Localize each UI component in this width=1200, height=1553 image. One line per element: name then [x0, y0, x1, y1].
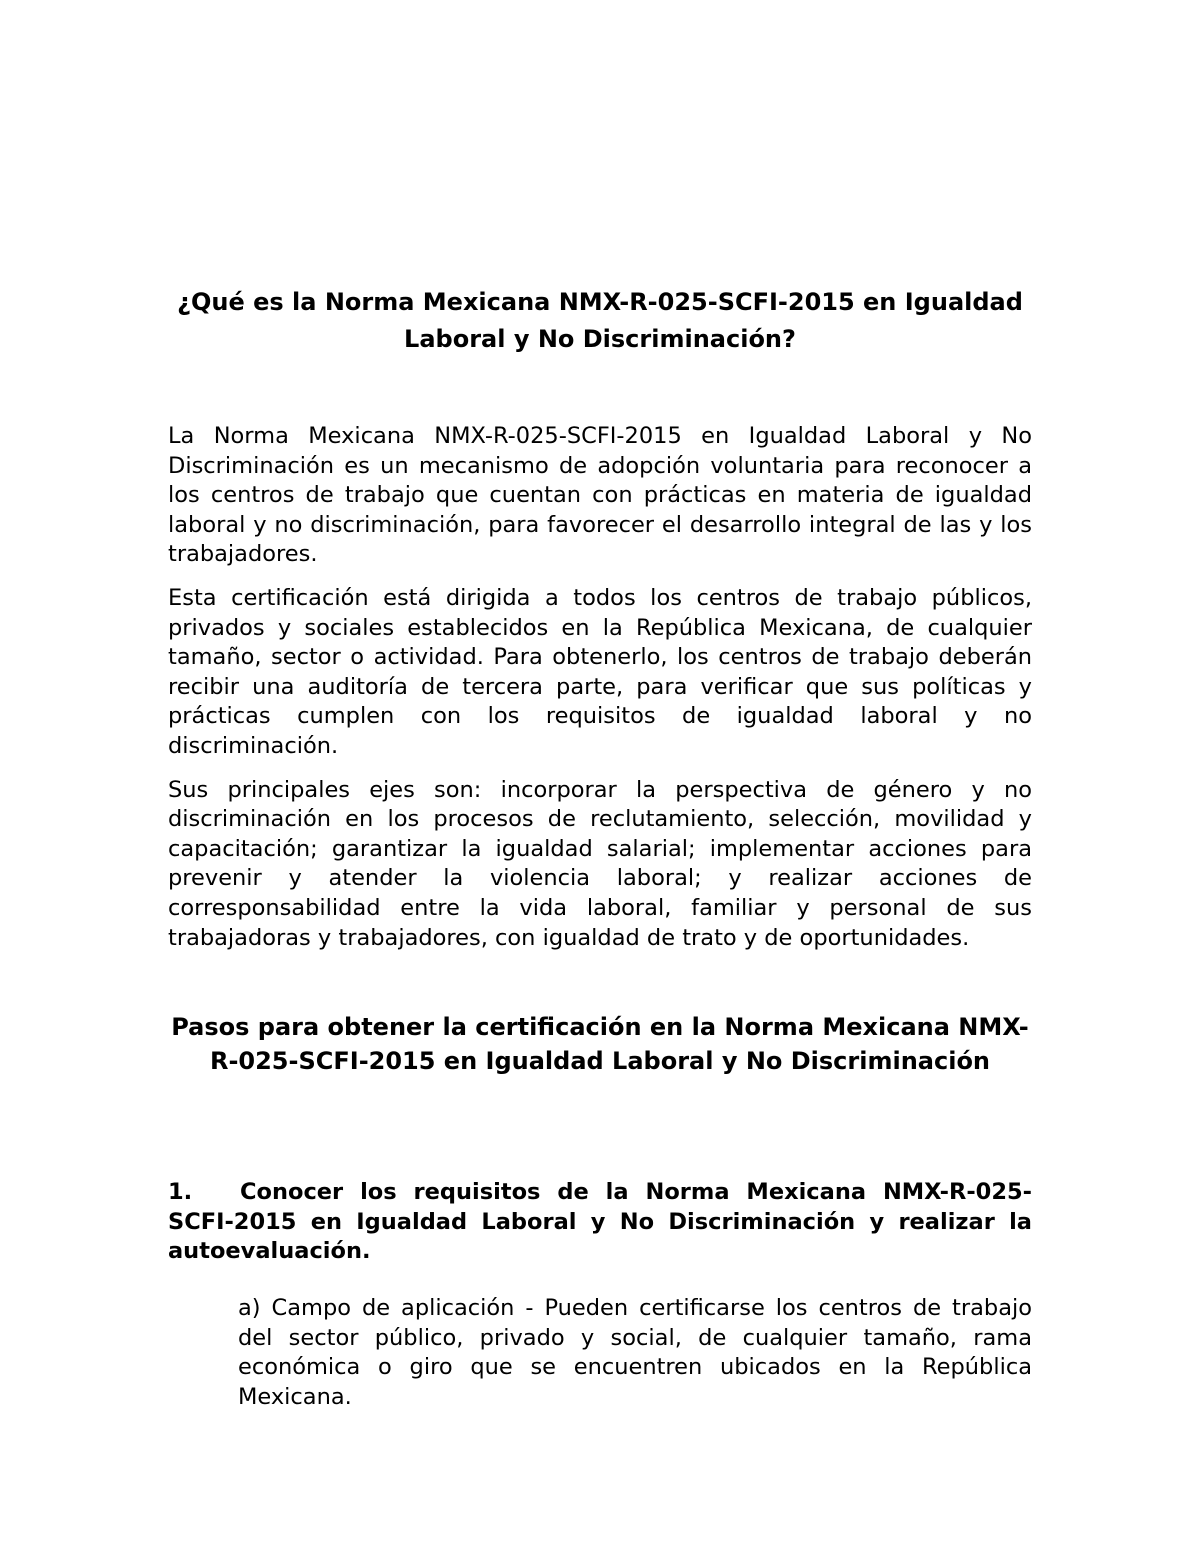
steps-heading: Pasos para obtener la certificación en la Norma Mexicana NMX-R-025-SCFI-2015 en Igualdad Laboral y No Discriminación — [171, 1013, 1029, 1075]
intro-section — [168, 422, 1032, 967]
step-1-number: 1. — [168, 1179, 193, 1205]
paragraph-definition: La Norma Mexicana NMX-R-025-SCFI-2015 en Igualdad Laboral y No Discriminación es un mecanismo de adopción voluntaria para reconocer a los centros de trabajo que cuentan con prácticas en materia de igualdad laboral y no discriminación, para favorecer el desarrollo integral de las y los trabajadores. — [168, 423, 1032, 568]
paragraph-scope: Esta certificación está dirigida a todos los centros de trabajo públicos, privados y sociales establecidos en la República Mexicana, de cualquier tamaño, sector o actividad. Para obtenerlo, los centros de trabajo deberán recibir una auditoría de tercera parte, para verificar que sus políticas y prácticas cumplen con los requisitos de igualdad laboral y no discriminación. — [168, 584, 1032, 759]
step-1 — [168, 1178, 1032, 1267]
step-1-text: Conocer los requisitos de la Norma Mexicana NMX-R-025-SCFI-2015 en Igualdad Laboral y No Discriminación y realizar la autoevaluación. — [168, 1179, 1032, 1265]
document-title: ¿Qué es la Norma Mexicana NMX-R-025-SCFI-2015 en Igualdad Laboral y No Discriminación? — [177, 288, 1023, 353]
step-1-item-a: a) Campo de aplicación - Pueden certificarse los centros de trabajo del sector público, privado y social, de cualquier tamaño, rama económica o giro que se encuentren ubicados en la República Mexicana. — [238, 1295, 1032, 1410]
paragraph-main-axes: Sus principales ejes son: incorporar la perspectiva de género y no discriminación en los procesos de reclutamiento, selección, movilidad y capacitación; garantizar la igualdad salarial; implementar acciones para prevenir y atender la violencia laboral; y realizar acciones de corresponsabilidad entre la vida laboral, familiar y personal de sus trabajadoras y trabajadores, con igualdad de trato y de oportunidades. — [168, 776, 1032, 951]
